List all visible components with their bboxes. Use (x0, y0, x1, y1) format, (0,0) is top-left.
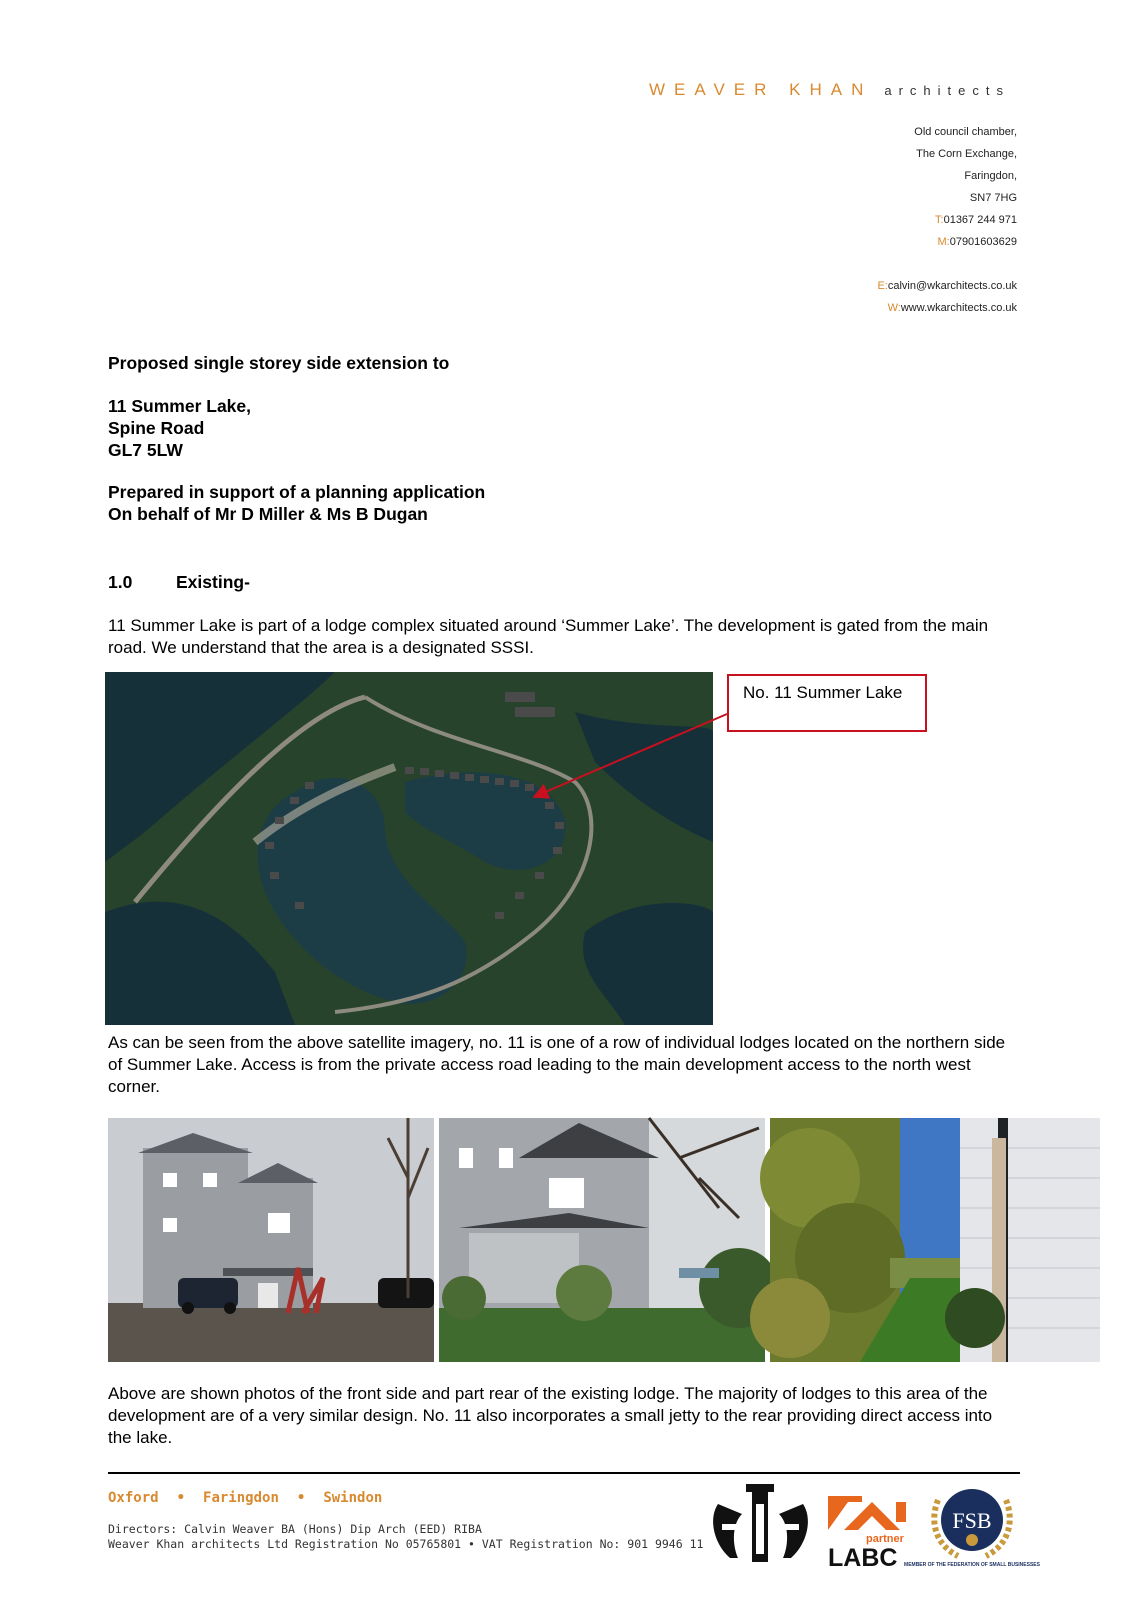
lodge-side-photo (439, 1118, 765, 1362)
phone-number[interactable]: 01367 244 971 (943, 214, 1017, 226)
brand-subtitle: architects (884, 83, 1010, 98)
intro-paragraph: 11 Summer Lake is part of a lodge complex situated around ‘Summer Lake’. The development is gated from the main road. We understand that the area is a designated SSSI. (108, 616, 989, 657)
riba-crest-logo (708, 1484, 813, 1571)
directors-line: Directors: Calvin Weaver BA (Hons) Dip Arch (EED) RIBA (108, 1522, 482, 1536)
town-swindon: Swindon (323, 1490, 383, 1506)
town-oxford: Oxford (108, 1490, 159, 1506)
registration-line: Weaver Khan architects Ltd Registration No 05765801 • VAT Registration No: 901 9946 11 (108, 1537, 704, 1551)
mobile-line: M:07901603629 (937, 236, 1017, 248)
satellite-description: As can be seen from the above satellite imagery, no. 11 is one of a row of individual lodges located on the northern side of Summer Lake. Access is from the private access road leading to the main development access to the north west corner. (108, 1033, 1006, 1096)
address-line: The Corn Exchange, (916, 148, 1017, 160)
website-link[interactable]: www.wkarchitects.co.uk (900, 302, 1017, 314)
section-title: Existing- (176, 572, 250, 592)
fsb-member-logo (904, 1484, 1040, 1579)
document-title: Proposed single storey side extension to (108, 353, 450, 373)
labc-text: LABC (828, 1544, 898, 1572)
address-line-2: Spine Road (108, 418, 205, 438)
labc-partner-text: partner (866, 1533, 904, 1545)
address-line-1: 11 Summer Lake, (108, 396, 251, 416)
separator: • (176, 1490, 186, 1506)
email-link[interactable]: calvin@wkarchitects.co.uk (887, 280, 1017, 292)
footer-divider (108, 1472, 1020, 1474)
web-line: W:www.wkarchitects.co.uk (887, 302, 1017, 314)
photos-description: Above are shown photos of the front side and part rear of the existing lodge. The majority of lodges to this area of the development are of a very similar design. No. 11 also incorporates a small jetty to the rear providing direct access into the lake. (108, 1384, 993, 1447)
support-line-1: Prepared in support of a planning application (108, 482, 486, 502)
address-line-3: GL7 5LW (108, 440, 183, 460)
email-line: E:calvin@wkarchitects.co.uk (877, 280, 1017, 292)
section-number: 1.0 (108, 572, 133, 592)
phone-line: T:01367 244 971 (935, 214, 1017, 226)
company-logo-text (600, 80, 1010, 100)
site-address (108, 395, 251, 461)
lodge-rear-photo (770, 1118, 1100, 1362)
address-line: SN7 7HG (969, 192, 1017, 204)
support-line-2: On behalf of Mr D Miller & Ms B Dugan (108, 504, 428, 524)
map-callout-box: No. 11 Summer Lake (727, 674, 927, 732)
application-statement (108, 481, 485, 525)
fsb-text: FSB (952, 1508, 992, 1533)
mobile-number[interactable]: 07901603629 (949, 236, 1017, 248)
lodge-front-photo (108, 1118, 434, 1362)
fsb-caption: MEMBER OF THE FEDERATION OF SMALL BUSINESSES (904, 1562, 1040, 1568)
satellite-image (105, 672, 713, 1025)
separator: • (296, 1490, 306, 1506)
brand-name: WEAVER KHAN (648, 80, 873, 99)
company-address (877, 121, 1017, 319)
address-line: Old council chamber, (914, 126, 1017, 138)
office-locations (108, 1490, 382, 1506)
address-line: Faringdon, (964, 170, 1017, 182)
town-faringdon: Faringdon (203, 1490, 279, 1506)
company-registration (108, 1522, 703, 1552)
section-heading (108, 572, 250, 593)
